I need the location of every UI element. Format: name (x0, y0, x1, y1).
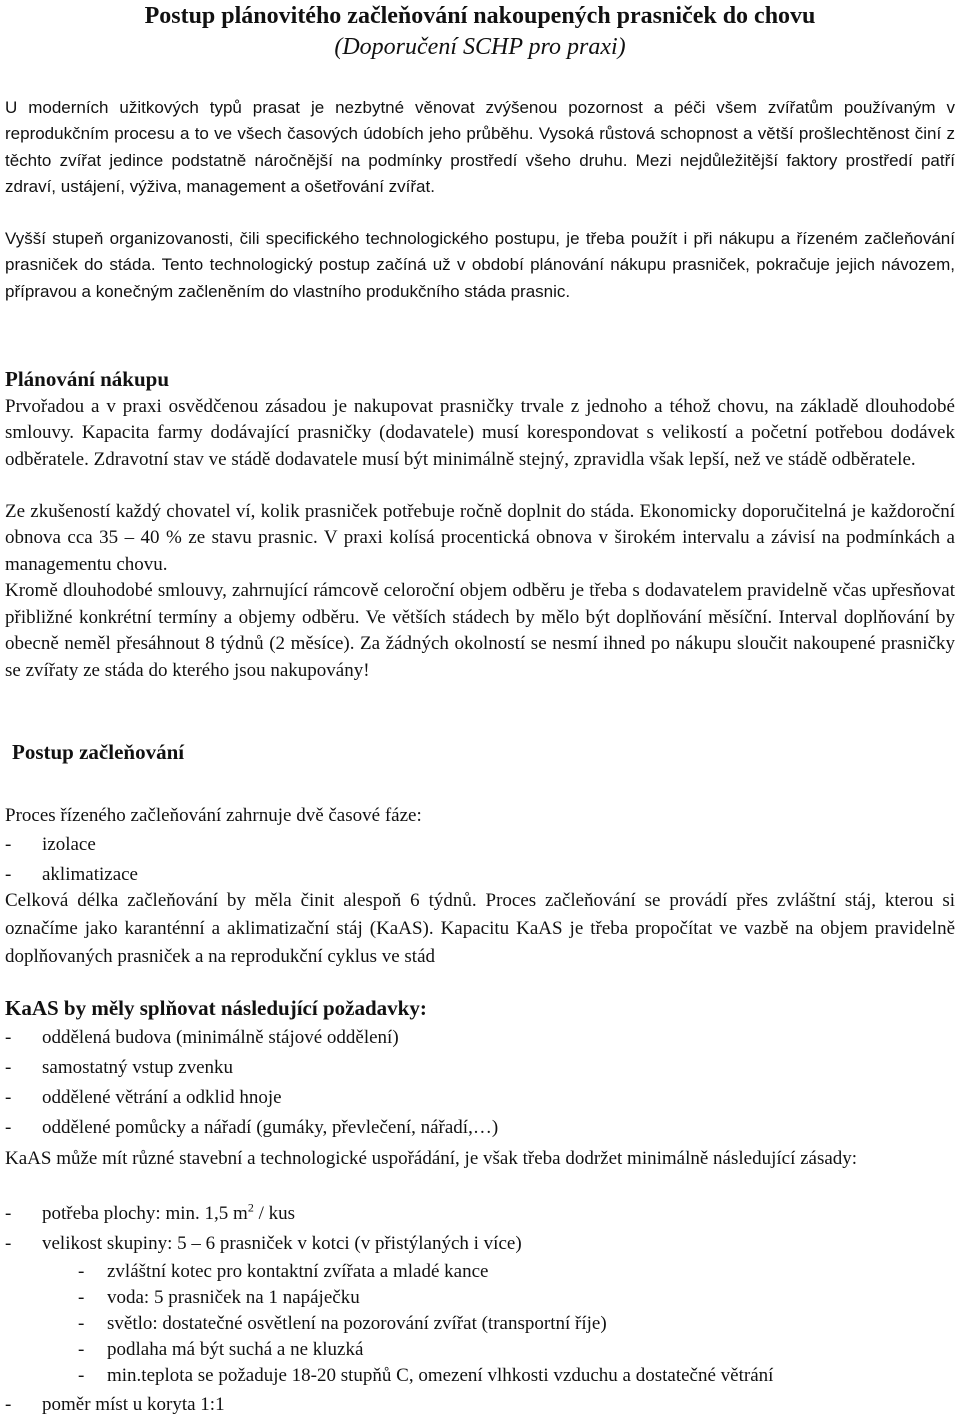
postup-intro: Proces řízeného začleňování zahrnuje dvě časové fáze: (5, 805, 422, 826)
postup-paragraph: Celková délka začleňování by měla činit alespoň 6 týdnů. Proces začleňování se provádí přes zvláštní stáj, kterou si označíme jako karanténní a aklimatizační stáj (KaAS). Kapacitu KaAS je třeba propočítat ve vazbě na objem pravidelně doplňovaných prasniček a na reprodukční cyklus ve stád (5, 890, 955, 967)
rule-item-skupina: - velikost skupiny: 5 – 6 prasniček v kotci (v přistýlaných i více) (5, 1229, 522, 1259)
phase-item: - aklimatizace (5, 860, 138, 890)
phase-list (5, 830, 138, 890)
intro-paragraph-1: U moderních užitkových typů prasat je nezbytné věnovat zvýšenou pozornost a péči všem zvířatům používaným v reprodukčním procesu a to ve všech časových údobích jeho průběhu. Vysoká růstová schopnost a větší prošlechtěnost činí z těchto zvířat jedince podstatně náročnější na podmínky prostředí všeho druhu. Mezi nejdůležitější faktory prostředí patří zdraví, ustájení, výživa, management a ošetřování zvířat. (5, 98, 955, 196)
requirement-item: - oddělené pomůcky a nářadí (gumáky, převlečení, nářadí,…) (5, 1113, 498, 1143)
planovani-paragraph-1: Prvořadou a v praxi osvědčenou zásadou je nakupovat prasničky trvale z jednoho a téhož chovu, na základě dlouhodobé smlouvy. Kapacita farmy dodávající prasničky (dodavatele) musí korespondovat s velikostí a početní potřebou dodávek odběratele. Zdravotní stav ve stádě dodavatele musí být minimálně stejný, zpravidla však lepší, než ve stádě odběratele. (5, 396, 955, 470)
sub-rule-item: - zvláštní kotec pro kontaktní zvířata a mladé kance (78, 1259, 773, 1285)
sub-rules-list (78, 1259, 773, 1389)
superscript: 2 (247, 1200, 254, 1215)
rules-list-tail (5, 1390, 225, 1420)
rule-item-koryto: - poměr míst u koryta 1:1 (5, 1390, 225, 1420)
kaas-paragraph: KaAS může mít různé stavební a technologické uspořádání, je však třeba dodržet minimálně následující zásady: (5, 1148, 858, 1169)
sub-rule-item: - min.teplota se požaduje 18-20 stupňů C, omezení vlhkosti vzduchu a dostatečné větrání (78, 1363, 773, 1389)
planovani-paragraph-2: Ze zkušeností každý chovatel ví, kolik prasniček potřebuje ročně doplnit do stáda. Ekonomicky doporučitelná je každoroční obnova cca 35 – 40 % ze stavu prasnic. V praxi kolísá procentická obnova v širokém intervalu a závisí na podmínkách a managementu chovu. (5, 501, 955, 575)
sub-rule-item: - světlo: dostatečné osvětlení na pozorování zvířat (transportní říje) (78, 1311, 773, 1337)
rule-item-plocha: - potřeba plochy: min. 1,5 $m^2$ / kus (5, 1199, 522, 1229)
section-heading-postup: Postup začleňování (12, 740, 185, 764)
intro-paragraph-2: Vyšší stupeň organizovanosti, čili specifického technologického postupu, je třeba použít i při nákupu a řízeném začleňování prasniček do stáda. Tento technologický postup začíná už v období plánování nákupu prasniček, pokračuje jejich návozem, přípravou a konečným začleněním do vlastního produkčního stáda prasnic. (5, 229, 955, 301)
requirement-item: - samostatný vstup zvenku (5, 1053, 498, 1083)
phase-item: - izolace (5, 830, 138, 860)
sub-rule-item: - podlaha má být suchá a ne kluzká (78, 1337, 773, 1363)
document-title: Postup plánovitého začleňování nakoupených prasniček do chovu (144, 3, 816, 29)
sub-rule-item: - voda: 5 prasniček na 1 napáječku (78, 1285, 773, 1311)
requirement-item: - oddělené větrání a odklid hnoje (5, 1083, 498, 1113)
planovani-paragraph-3: Kromě dlouhodobé smlouvy, zahrnující rámcově celoroční objem odběru je třeba s dodavatelem pravidelně včas upřesňovat přibližné konkrétní termíny a objemy odběru. Ve větších stádech by mělo být doplňování měsíční. Interval doplňování by obecně neměl přesáhnout 8 týdnů (2 měsíce). Za žádných okolností se nesmí ihned po nákupu sloučit nakoupené prasničky se zvířaty ze stáda do kterého jsou nakupovány! (5, 580, 955, 681)
document-subtitle: (Doporučení SCHP pro praxi) (334, 34, 626, 60)
rules-list (5, 1199, 522, 1259)
section-heading-planovani: Plánování nákupu (5, 367, 170, 391)
section-heading-kaas: KaAS by měly splňovat následující požadavky: (5, 996, 427, 1020)
requirement-item: - oddělená budova (minimálně stájové oddělení) (5, 1023, 498, 1053)
requirements-list (5, 1023, 498, 1143)
